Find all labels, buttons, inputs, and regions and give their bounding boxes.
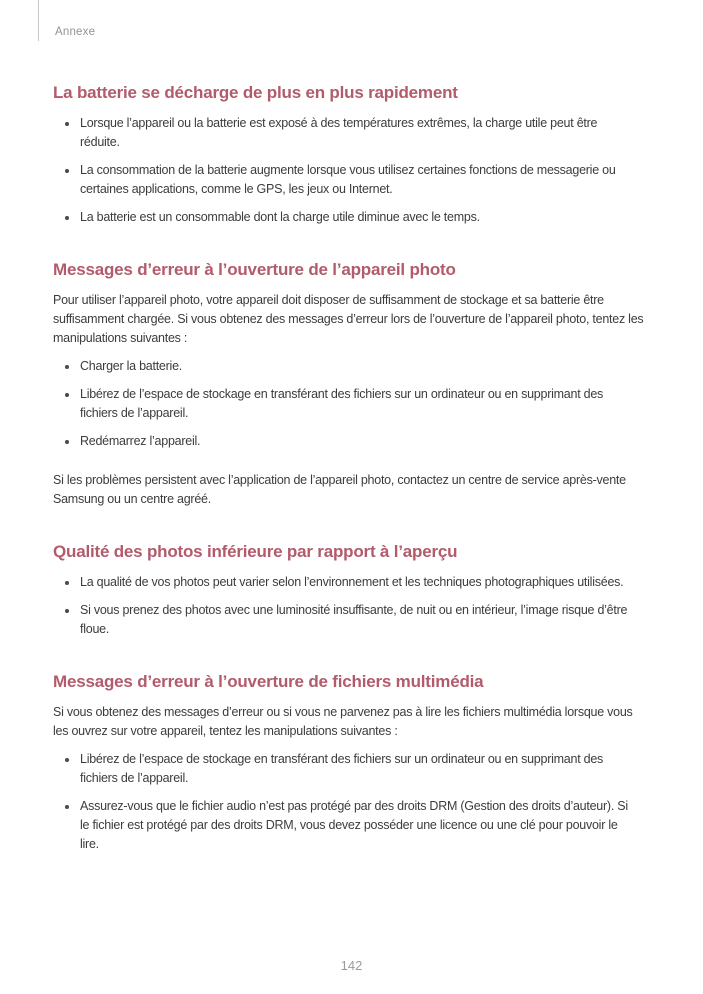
bullet-list xyxy=(53,750,653,854)
section-title: Messages d’erreur à l’ouverture de fichiers multimédia xyxy=(53,672,484,691)
section-battery-drain xyxy=(53,82,653,227)
page-content xyxy=(53,82,653,863)
bullet-item: La batterie est un consommable dont la charge utile diminue avec le temps. xyxy=(53,208,631,227)
bullet-item: Lorsque l’appareil ou la batterie est exposé à des températures extrêmes, la charge utile peut être réduite. xyxy=(53,114,631,152)
bullet-item: Redémarrez l’appareil. xyxy=(53,432,631,451)
bullet-list xyxy=(53,114,653,227)
section-intro: Si vous obtenez des messages d’erreur ou si vous ne parvenez pas à lire les fichiers multimédia lorsque vous les ouvrez sur votre appareil, tentez les manipulations suivantes : xyxy=(53,705,633,738)
section-title: Messages d’erreur à l’ouverture de l’appareil photo xyxy=(53,260,456,279)
bullet-item: Libérez de l’espace de stockage en transférant des fichiers sur un ordinateur ou en supprimant des fichiers de l’appareil. xyxy=(53,385,631,423)
bullet-item: Si vous prenez des photos avec une luminosité insuffisante, de nuit ou en intérieur, l’image risque d’être floue. xyxy=(53,601,631,639)
section-photo-quality xyxy=(53,541,653,639)
chapter-header: Annexe xyxy=(55,26,96,38)
bullet-item: Assurez-vous que le fichier audio n’est pas protégé par des droits DRM (Gestion des droits d’auteur). Si le fichier est protégé par des droits DRM, vous devez posséder une licence ou une clé pour pouvoir le lire. xyxy=(53,797,631,854)
section-outro: Si les problèmes persistent avec l’application de l’appareil photo, contactez un centre de service après-vente Samsung ou un centre agréé. xyxy=(53,473,626,506)
bullet-item: Libérez de l’espace de stockage en transférant des fichiers sur un ordinateur ou en supprimant des fichiers de l’appareil. xyxy=(53,750,631,788)
header-vertical-rule xyxy=(38,0,39,41)
section-title: Qualité des photos inférieure par rapport à l’aperçu xyxy=(53,542,458,561)
page-number: 142 xyxy=(340,958,363,973)
bullet-item: Charger la batterie. xyxy=(53,357,631,376)
section-camera-errors xyxy=(53,259,653,509)
section-title: La batterie se décharge de plus en plus rapidement xyxy=(53,83,458,102)
bullet-list xyxy=(53,573,653,639)
section-multimedia-errors xyxy=(53,671,653,854)
bullet-list xyxy=(53,357,653,451)
section-intro: Pour utiliser l’appareil photo, votre appareil doit disposer de suffisamment de stockage et sa batterie être suffisamment chargée. Si vous obtenez des messages d’erreur lors de l’ouverture de l’appareil photo, tentez les manipulations suivantes : xyxy=(53,293,644,345)
bullet-item: La consommation de la batterie augmente lorsque vous utilisez certaines fonctions de messagerie ou certaines applications, comme le GPS, les jeux ou Internet. xyxy=(53,161,631,199)
bullet-item: La qualité de vos photos peut varier selon l’environnement et les techniques photographiques utilisées. xyxy=(53,573,631,592)
